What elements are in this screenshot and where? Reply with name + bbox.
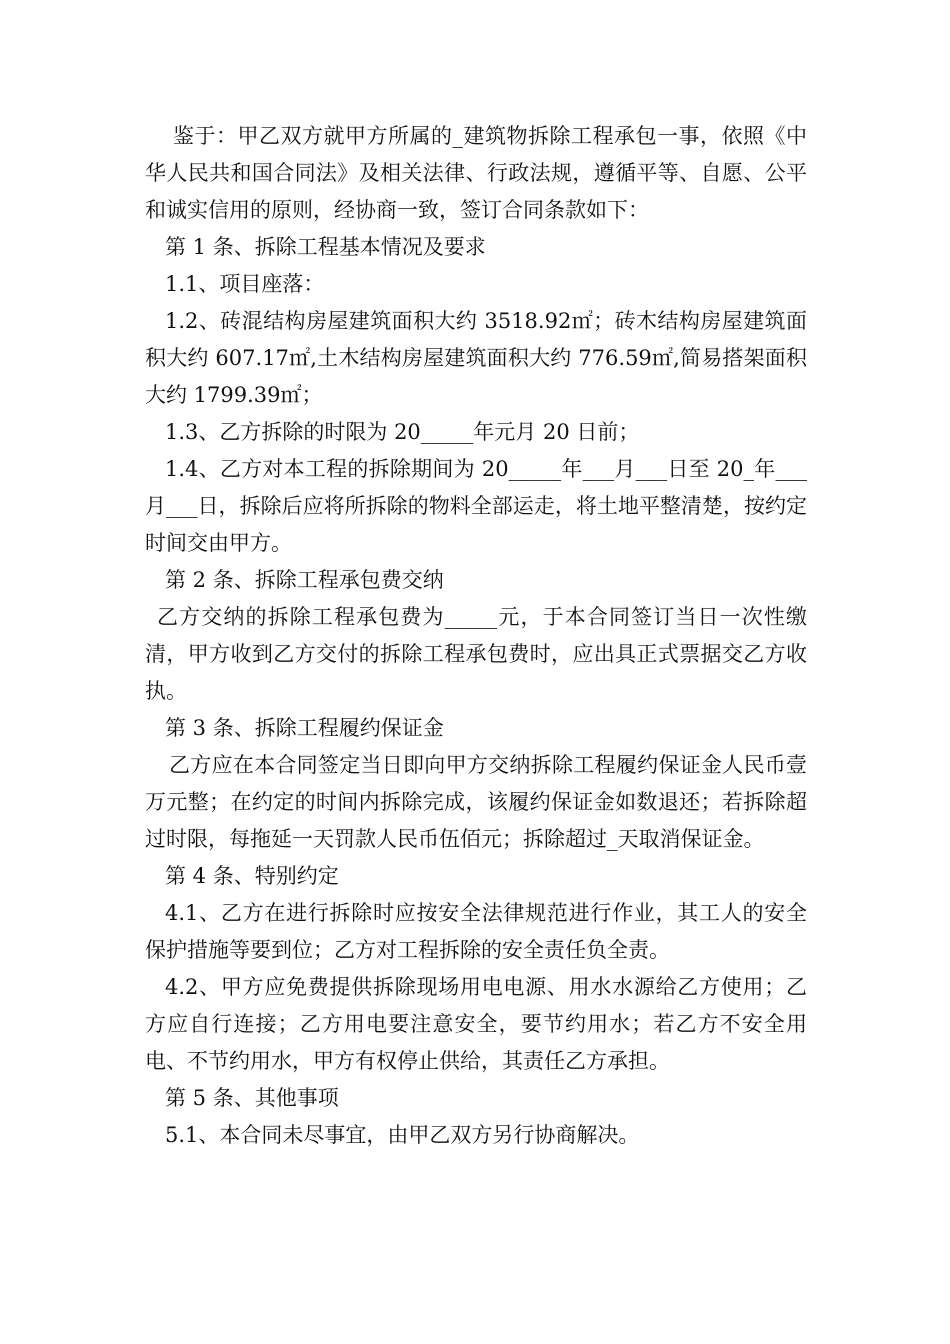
article-5-heading: 第 5 条、其他事项 [165, 1086, 339, 1110]
clause-1-3: 1.3、乙方拆除的时限为 20_____年元月 20 日前； [165, 420, 640, 444]
clause-1-2: 1.2、砖混结构房屋建筑面积大约 3518.92㎡；砖木结构房屋建筑面积大约 607.17㎡,土木结构房屋建筑面积大约 776.59㎡,简易搭架面积大约 1799.39㎡； [145, 309, 807, 407]
clause-1-1: 1.1、项目座落： [165, 272, 325, 296]
article-2-paragraph: 乙方交纳的拆除工程承包费为_____元，于本合同签订当日一次性缴清，甲方收到乙方交付的拆除工程承包费时，应出具正式票据交乙方收执。 [145, 605, 807, 703]
clause-4-1: 4.1、乙方在进行拆除时应按安全法律规范进行作业，其工人的安全保护措施等要到位；乙方对工程拆除的安全责任负全责。 [145, 901, 807, 962]
contract-body [145, 118, 807, 1154]
clause-5-1: 5.1、本合同未尽事宜，由甲乙双方另行协商解决。 [165, 1123, 640, 1147]
clause-4-2: 4.2、甲方应免费提供拆除现场用电电源、用水水源给乙方使用；乙方应自行连接；乙方用电要注意安全，要节约用水；若乙方不安全用电、不节约用水，甲方有权停止供给，其责任乙方承担。 [145, 975, 807, 1073]
article-3-heading: 第 3 条、拆除工程履约保证金 [165, 716, 444, 740]
article-4-heading: 第 4 条、特别约定 [165, 864, 339, 888]
article-3-paragraph: 乙方应在本合同签定当日即向甲方交纳拆除工程履约保证金人民币壹万元整；在约定的时间内拆除完成，该履约保证金如数退还；若拆除超过时限，每拖延一天罚款人民币伍佰元；拆除超过_天取消保证金。 [145, 753, 807, 851]
article-1-heading: 第 1 条、拆除工程基本情况及要求 [165, 235, 486, 259]
clause-1-4: 1.4、乙方对本工程的拆除期间为 20_____年___月___日至 20_年___月___日，拆除后应将所拆除的物料全部运走，将土地平整清楚，按约定时间交由甲方。 [145, 457, 807, 555]
preamble-paragraph: 鉴于：甲乙双方就甲方所属的_建筑物拆除工程承包一事，依照《中华人民共和国合同法》及相关法律、行政法规，遵循平等、自愿、公平和诚实信用的原则，经协商一致，签订合同条款如下： [145, 124, 807, 222]
article-2-heading: 第 2 条、拆除工程承包费交纳 [165, 568, 444, 592]
